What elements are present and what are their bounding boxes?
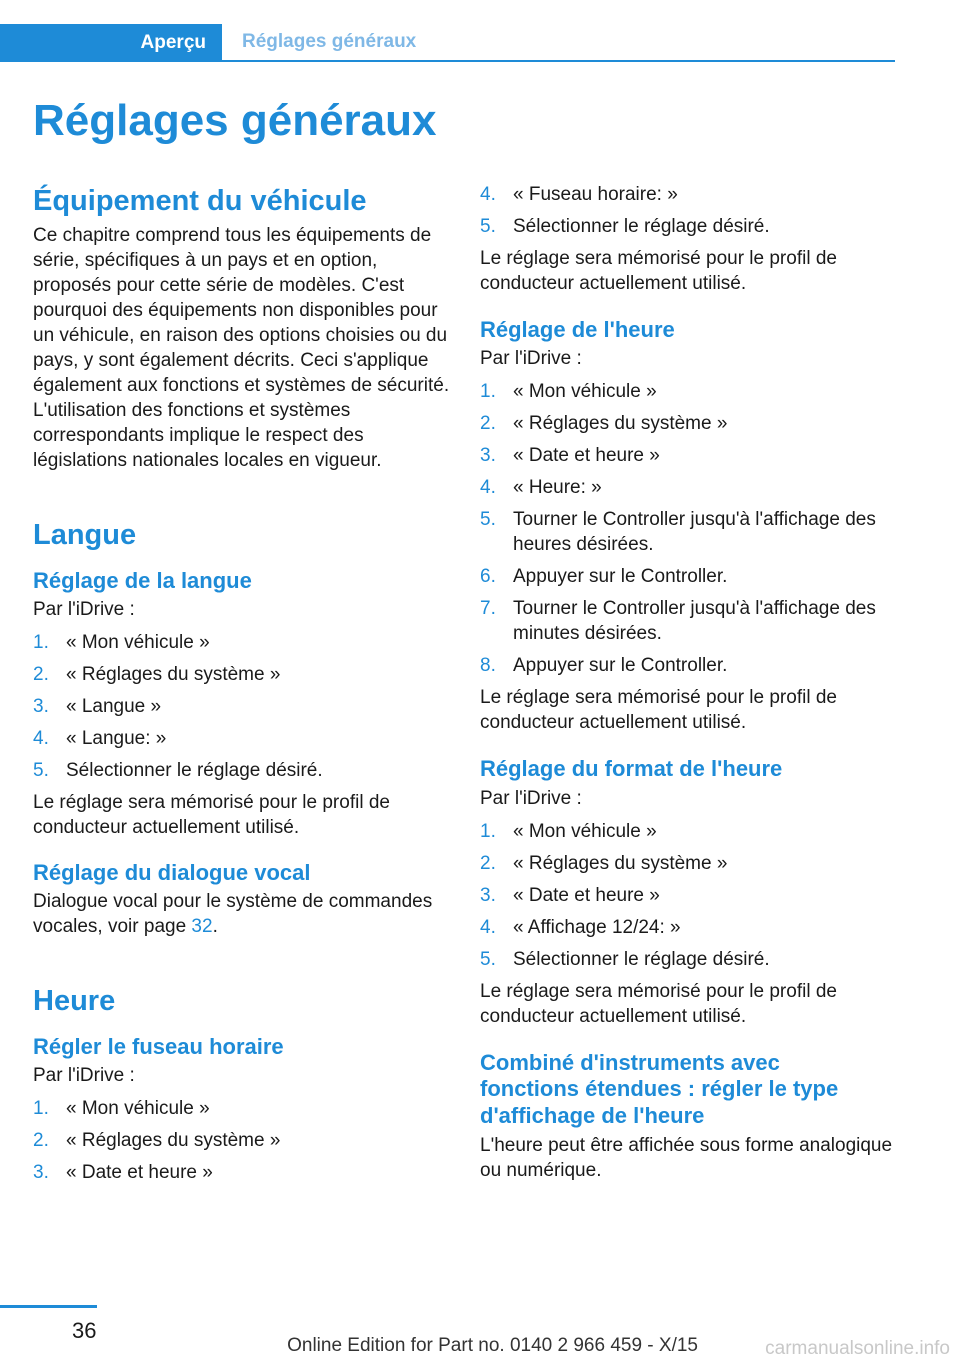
list-item: 8. Appuyer sur le Controller. <box>480 655 728 677</box>
par-idrive-label: Par l'iDrive : <box>480 348 582 370</box>
right-column <box>480 182 900 1183</box>
par-idrive-label: Par l'iDrive : <box>33 1064 135 1086</box>
subsection-title-combine: Combiné d'instruments avec fonctions étendues : régler le type d'affichage de l'heure <box>480 1049 839 1128</box>
list-item: 2. « Réglages du système » <box>33 663 281 685</box>
list-item: 1. « Mon véhicule » <box>33 631 210 653</box>
list-item: 4. « Fuseau horaire: » <box>480 184 678 205</box>
edition-text: Online Edition for Part no. 0140 2 966 459 - X/15 <box>287 1335 698 1356</box>
watermark: carmanualsonline.info <box>765 1338 950 1359</box>
equipement-text: Ce chapitre comprend tous les équipements de série, spécifiques à un pays et en option, proposés pour cette série de modèles. C'est pourquoi des équipements non disponibles pour un véhicule, en raison des options choisies ou du pays, y sont également décrits. Ceci s'applique également aux fonctions et systèmes de sécurité. L'utilisation des fonctions et systèmes correspondants implique le respect des législations nationales locales en vigueur. <box>33 225 450 472</box>
list-item: 4. « Heure: » <box>480 477 602 499</box>
subsection-title-fuseau: Régler le fuseau horaire <box>33 1033 284 1059</box>
tab-reglages-generaux[interactable]: Réglages généraux <box>222 24 895 62</box>
page-link[interactable]: 32 <box>191 916 213 938</box>
dialogue-text: Dialogue vocal pour le système de commandes vocales, voir page 32. <box>33 891 433 938</box>
list-item: 4. « Langue: » <box>33 727 167 749</box>
langue-steps-list <box>33 630 453 783</box>
fuseau-steps-list-continued <box>480 182 900 239</box>
tab-apercu[interactable]: Aperçu <box>0 24 222 62</box>
section-title-langue: Langue <box>33 519 137 552</box>
list-item: 3. « Langue » <box>33 695 162 717</box>
par-idrive-label: Par l'iDrive : <box>480 787 582 809</box>
list-item: 1. « Mon véhicule » <box>480 381 657 403</box>
format-steps-list <box>480 819 900 972</box>
list-item: 4. « Affichage 12/24: » <box>480 916 681 938</box>
left-column <box>33 183 453 1192</box>
list-item: 1. « Mon véhicule » <box>33 1097 210 1119</box>
section-title-equipement: Équipement du véhicule <box>33 185 367 217</box>
list-item: 7. Tourner le Controller jusqu'à l'affichage des minutes désirées. <box>480 598 876 645</box>
page-number: 36 <box>72 1318 97 1343</box>
subsection-title-reglage-heure: Réglage de l'heure <box>480 317 675 342</box>
list-item: 5. Sélectionner le réglage désiré. <box>33 759 323 781</box>
section-title-heure: Heure <box>33 985 116 1018</box>
memo-text: Le réglage sera mémorisé pour le profil de conducteur actuellement utilisé. <box>33 791 390 838</box>
list-item: 2. « Réglages du système » <box>480 413 728 435</box>
list-item: 5. Tourner le Controller jusqu'à l'affichage des heures désirées. <box>480 509 876 556</box>
list-item: 2. « Réglages du système » <box>480 852 728 874</box>
memo-text: Le réglage sera mémorisé pour le profil de conducteur actuellement utilisé. <box>480 687 837 734</box>
subsection-title-dialogue: Réglage du dialogue vocal <box>33 859 311 885</box>
header-tabbar <box>0 24 895 62</box>
list-item: 6. Appuyer sur le Controller. <box>480 566 728 588</box>
combine-text: L'heure peut être affichée sous forme analogique ou numérique. <box>480 1134 893 1181</box>
list-item: 5. Sélectionner le réglage désiré. <box>480 948 770 970</box>
page-title: Réglages généraux <box>33 96 437 145</box>
list-item: 1. « Mon véhicule » <box>480 820 657 842</box>
footer-divider <box>0 1305 97 1308</box>
list-item: 2. « Réglages du système » <box>33 1129 281 1151</box>
memo-text: Le réglage sera mémorisé pour le profil de conducteur actuellement utilisé. <box>480 980 837 1027</box>
list-item: 3. « Date et heure » <box>480 884 660 906</box>
subsection-title-reglage-langue: Réglage de la langue <box>33 567 252 593</box>
par-idrive-label: Par l'iDrive : <box>33 598 135 620</box>
fuseau-steps-list <box>33 1096 453 1185</box>
memo-text: Le réglage sera mémorisé pour le profil de conducteur actuellement utilisé. <box>480 248 837 294</box>
subsection-title-format: Réglage du format de l'heure <box>480 756 783 782</box>
heure-steps-list <box>480 379 900 678</box>
list-item: 5. Sélectionner le réglage désiré. <box>480 216 770 237</box>
list-item: 3. « Date et heure » <box>33 1161 213 1183</box>
list-item: 3. « Date et heure » <box>480 445 660 467</box>
